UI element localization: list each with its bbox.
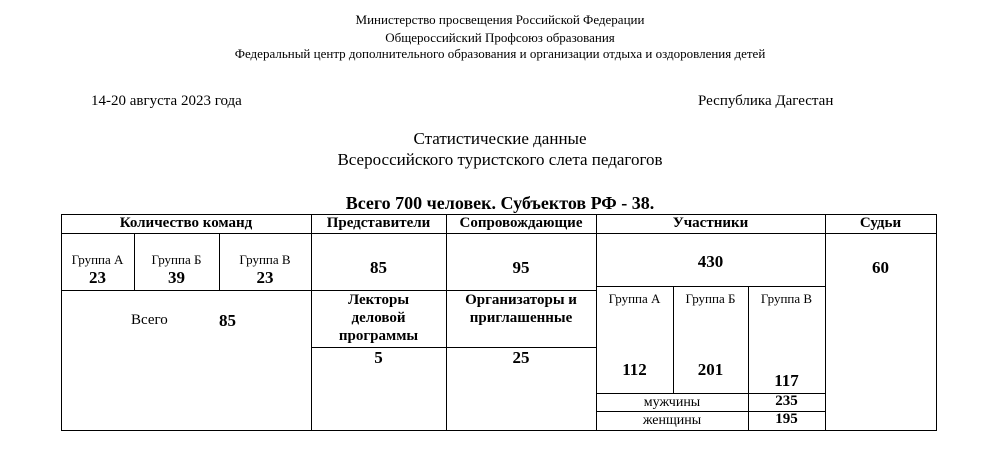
lecturers-value: 5: [374, 348, 383, 367]
team-group-a-value: 23: [89, 268, 106, 287]
teams-total-value: 85: [219, 311, 236, 330]
men-value: 235: [775, 393, 798, 409]
event-region: Республика Дагестан: [698, 93, 834, 109]
representatives-header: Представители: [326, 215, 431, 231]
ministry-line: Министерство просвещения Российской Федерации: [355, 12, 645, 27]
representatives-value: 85: [370, 258, 387, 277]
summary-line: Всего 700 человек. Субъектов РФ - 38.: [345, 193, 655, 213]
title-line-2: Всероссийского туристского слета педагогов: [337, 150, 663, 169]
team-group-b-label: Группа Б: [151, 252, 202, 267]
teams-header: Количество команд: [119, 215, 253, 231]
escorts-value: 95: [512, 258, 530, 277]
escorts-header: Сопровождающие: [459, 215, 583, 231]
organizers-header: Организаторы и приглашенные: [465, 292, 577, 326]
center-line: Федеральный центр дополнительного образования и организации отдыха и оздоровления детей: [234, 46, 766, 61]
teams-total-label: Всего: [131, 312, 168, 328]
participants-header: Участники: [672, 215, 749, 231]
team-group-a-label: Группа А: [71, 252, 124, 267]
team-group-b-value: 39: [168, 268, 185, 287]
title-line-1: Статистические данные: [413, 129, 587, 148]
judges-value: 60: [872, 258, 889, 277]
team-group-v-label: Группа В: [239, 252, 291, 267]
women-value: 195: [775, 411, 798, 427]
participant-group-b-value: 201: [697, 360, 724, 379]
judges-header: Судьи: [859, 215, 902, 231]
union-line: Общероссийский Профсоюз образования: [385, 30, 615, 45]
participant-group-a-value: 112: [622, 360, 647, 379]
team-group-v-value: 23: [256, 268, 274, 287]
participant-group-v-label: Группа В: [760, 291, 813, 306]
men-label: мужчины: [643, 395, 701, 410]
event-date: 14-20 августа 2023 года: [91, 93, 242, 109]
lecturers-header: Лекторы деловой программы: [338, 292, 419, 344]
organizers-value: 25: [512, 348, 530, 367]
participant-group-a-label: Группа А: [608, 291, 661, 306]
participant-group-b-label: Группа Б: [685, 291, 736, 306]
participants-value: 430: [697, 252, 724, 271]
participant-group-v-value: 117: [774, 371, 799, 390]
women-label: женщины: [642, 413, 702, 428]
